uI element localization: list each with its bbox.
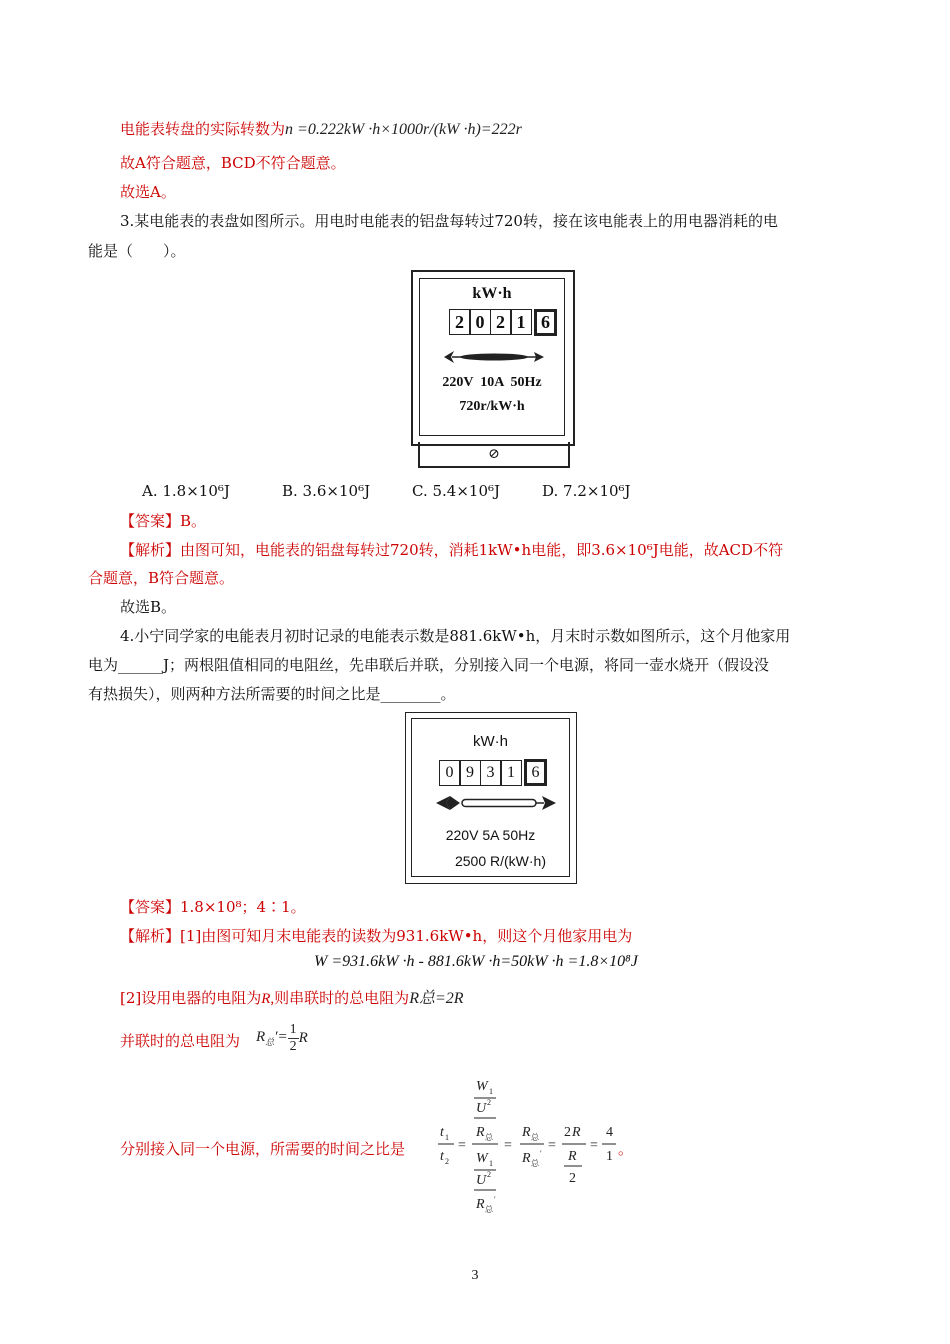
svg-text:总: 总 <box>485 1133 493 1142</box>
question-4-line-1: 4.小宁同学家的电能表月初时记录的电能表示数是881.6kW•h，月末时示数如图所示，这个月他家用 <box>120 627 791 645</box>
answer-3: 【答案】B。 <box>120 512 207 530</box>
time-ratio-formula <box>436 1072 636 1217</box>
svg-text:=: = <box>590 1138 598 1153</box>
revolutions-formula: n =0.222kW ·h×1000r/(kW ·h)=222r <box>285 121 522 138</box>
svg-text:R: R <box>476 1197 485 1212</box>
meter-1-digits <box>450 309 557 336</box>
meter-2-digit: 9 <box>459 760 481 786</box>
svg-text:2: 2 <box>487 1170 491 1179</box>
parallel-text: 并联时的总电阻为 <box>120 1032 241 1050</box>
meter-2-digit: 1 <box>500 760 522 786</box>
explanation-4-line-3 <box>120 1030 240 1051</box>
meter-1-face <box>419 278 565 436</box>
explanation-3-line-1: 【解析】由图可知，电能表的铝盘每转过720转，消耗1kW•h电能，即3.6×10⁶J电能，故ACD不符 <box>120 541 784 559</box>
series-text: 则串联时的总电阻为 <box>274 989 410 1007</box>
revolutions-text: 电能表转盘的实际转数为 <box>120 120 286 138</box>
svg-text:=: = <box>458 1138 466 1153</box>
meter-1-unit: kW·h <box>472 285 512 302</box>
parallel-resistance-formula: $R_总'=$ $\frac{1}{2}$ R <box>256 1022 308 1054</box>
meter-1-terminal-box <box>418 442 570 468</box>
svg-text:1: 1 <box>445 1133 449 1142</box>
svg-text:2: 2 <box>564 1125 571 1140</box>
svg-text:2: 2 <box>445 1157 449 1166</box>
svg-text:1: 1 <box>489 1087 493 1096</box>
meter-2-face <box>411 718 570 877</box>
svg-text:U: U <box>476 1101 487 1116</box>
meter-1-constant: 720r/kW·h <box>459 399 525 414</box>
meter-2-rating: 220V 5A 50Hz <box>445 827 536 843</box>
svg-text:4: 4 <box>606 1125 613 1140</box>
svg-text:总: 总 <box>485 1205 493 1214</box>
svg-text:′: ′ <box>494 1195 496 1204</box>
meter-1-digit: 1 <box>510 309 532 335</box>
conclusion-a: 故A符合题意，BCD不符合题意。 <box>120 154 346 172</box>
energy-formula: W =931.6kW ·h - 881.6kW ·h=50kW ·h =1.8×10⁸J <box>314 953 638 970</box>
meter-2-unit: kW·h <box>473 733 508 750</box>
explanation-3-line-2: 合题意，B符合题意。 <box>88 569 235 587</box>
time-ratio-end: 。 <box>618 1140 634 1158</box>
meter-2-digit-decimal: 6 <box>524 759 547 786</box>
svg-text:2: 2 <box>569 1171 576 1186</box>
explanation-4-line-1: 【解析】[1]由图可知月末电能表的读数为931.6kW•h，则这个月他家用电为 <box>120 927 633 945</box>
answer-4: 【答案】1.8×10⁸；4∶1。 <box>120 898 306 916</box>
option-b: B. 3.6×10⁶J <box>282 482 371 500</box>
svg-text:1: 1 <box>606 1149 613 1164</box>
electric-meter-2 <box>405 712 577 884</box>
meter-1-digit-decimal: 6 <box>534 309 557 336</box>
svg-text:1: 1 <box>489 1159 493 1168</box>
meter-2-constant: 2500 R/(kW·h) <box>454 853 547 869</box>
svg-text:U: U <box>476 1173 487 1188</box>
meter-1-disc-arrow-icon <box>444 349 544 365</box>
svg-text:2: 2 <box>487 1098 491 1107</box>
meter-2-digits <box>440 759 547 786</box>
meter-1-digit: 2 <box>490 309 512 335</box>
question-3-line-1: 3.某电能表的表盘如图所示。用电时电能表的铝盘每转过720转，接在该电能表上的用电器消耗的电 <box>120 212 778 230</box>
svg-text:总: 总 <box>531 1159 539 1168</box>
svg-text:t: t <box>440 1149 444 1164</box>
electric-meter-1 <box>411 270 575 446</box>
question-4-line-3: 有热损失），则两种方法所需要的时间之比是________。 <box>88 685 456 703</box>
explanation-line-revolutions <box>120 118 900 141</box>
svg-text:R: R <box>572 1125 581 1140</box>
explanation-4-line-2 <box>120 987 900 1010</box>
svg-text:W: W <box>476 1151 488 1166</box>
svg-text:W: W <box>476 1079 488 1094</box>
svg-text:′: ′ <box>540 1149 542 1158</box>
explanation-4-line-4 <box>120 1138 405 1159</box>
series-resistance-formula: R总=2R <box>409 990 464 1007</box>
resistance-symbol: R, <box>261 991 275 1007</box>
page-number: 3 <box>471 1268 479 1283</box>
meter-1-digit: 2 <box>449 309 471 335</box>
svg-text:=: = <box>548 1138 556 1153</box>
time-ratio-text: 分别接入同一个电源，所需要的时间之比是 <box>120 1140 406 1158</box>
svg-text:R: R <box>522 1125 531 1140</box>
meter-2-digit: 0 <box>439 760 461 786</box>
svg-text:R: R <box>476 1125 485 1140</box>
svg-text:t: t <box>440 1125 444 1140</box>
svg-text:总: 总 <box>531 1133 539 1142</box>
meter-2-digit: 3 <box>480 760 502 786</box>
selection-b: 故选B。 <box>120 598 177 616</box>
meter-1-rating: 220V 10A 50Hz <box>442 375 542 390</box>
meter-1-screw-icon: ⊘ <box>488 446 500 462</box>
option-d: D. 7.2×10⁶J <box>542 482 631 500</box>
svg-text:R: R <box>568 1149 577 1164</box>
question-3-line-2: 能是（ ）。 <box>88 242 186 260</box>
option-c: C. 5.4×10⁶J <box>412 482 501 500</box>
svg-text:R: R <box>522 1151 531 1166</box>
question-4-line-2: 电为______J；两根阻值相同的电阻丝，先串联后并联，分别接入同一个电源，将同一壶水烧开（假设没 <box>88 656 770 674</box>
svg-text:=: = <box>504 1138 512 1153</box>
resistance-text: [2]设用电器的电阻为 <box>120 989 262 1007</box>
meter-2-disc-arrow-icon <box>436 795 556 811</box>
selection-a: 故选A。 <box>120 183 176 201</box>
option-a: A. 1.8×10⁶J <box>142 482 230 500</box>
meter-1-digit: 0 <box>469 309 491 335</box>
